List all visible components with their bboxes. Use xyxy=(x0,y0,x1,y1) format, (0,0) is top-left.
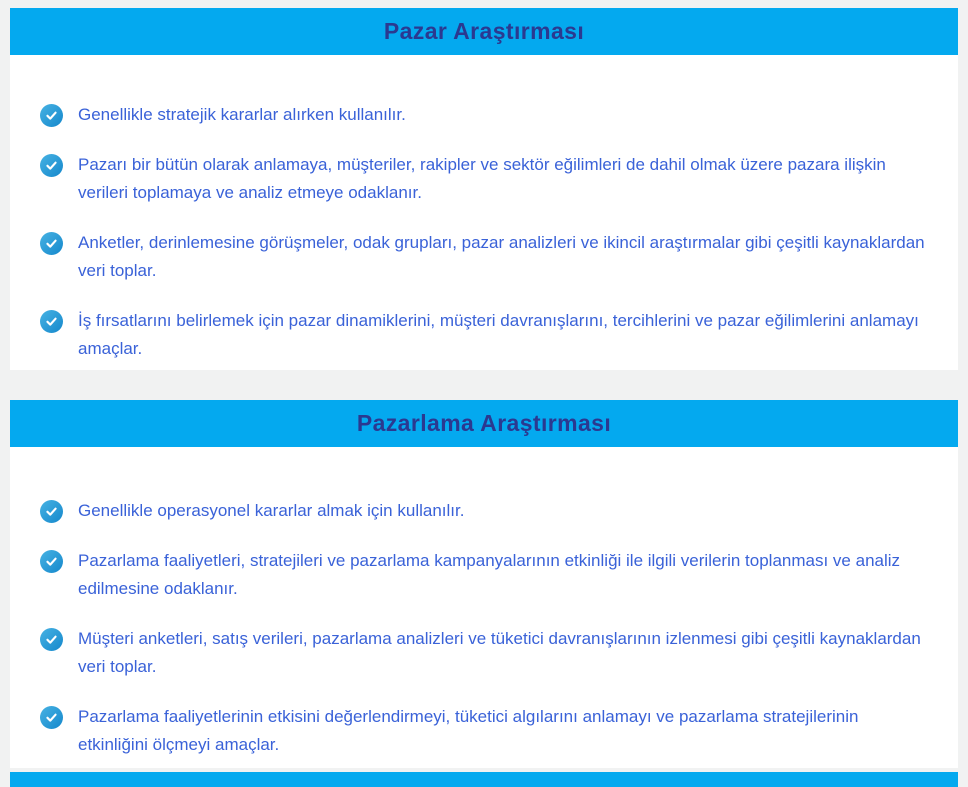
check-circle-icon xyxy=(40,104,63,127)
check-circle-icon xyxy=(40,628,63,651)
bullet-text: Pazarı bir bütün olarak anlamaya, müşteriler, rakipler ve sektör eğilimleri de dahil olmak üzere pazara ilişkin verileri toplamaya ve analiz etmeye odaklanır. xyxy=(78,155,886,202)
section-card xyxy=(10,55,958,370)
top-spacer xyxy=(0,0,968,8)
list-item xyxy=(40,101,930,129)
list-item xyxy=(40,703,930,759)
check-circle-icon xyxy=(40,310,63,333)
list-item xyxy=(40,229,930,285)
bullet-list xyxy=(40,101,930,363)
section-card xyxy=(10,447,958,768)
section-pazarlama-arastirmasi xyxy=(10,400,958,768)
bullet-text: Genellikle operasyonel kararlar almak için kullanılır. xyxy=(78,501,465,520)
bullet-text: Genellikle stratejik kararlar alırken kullanılır. xyxy=(78,105,406,124)
list-item xyxy=(40,547,930,603)
section-title: Pazarlama Araştırması xyxy=(356,410,612,436)
check-circle-icon xyxy=(40,154,63,177)
section-pazar-arastirmasi xyxy=(10,8,958,370)
list-item xyxy=(40,625,930,681)
check-circle-icon xyxy=(40,550,63,573)
bullet-text: Pazarlama faaliyetleri, stratejileri ve pazarlama kampanyalarının etkinliği ile ilgili verilerin toplanması ve analiz edilmesine odaklanır. xyxy=(78,551,901,598)
bullet-text: Anketler, derinlemesine görüşmeler, odak grupları, pazar analizleri ve ikincil araştırmalar gibi çeşitli kaynaklardan veri toplar. xyxy=(78,233,925,280)
list-item xyxy=(40,497,930,525)
check-circle-icon xyxy=(40,232,63,255)
bullet-text: İş fırsatlarını belirlemek için pazar dinamiklerini, müşteri davranışlarını, tercihlerini ve pazar eğilimlerini anlamayı amaçlar. xyxy=(78,311,919,358)
check-circle-icon xyxy=(40,706,63,729)
bullet-list xyxy=(40,497,930,759)
bullet-text: Müşteri anketleri, satış verileri, pazarlama analizleri ve tüketici davranışlarının izlenmesi gibi çeşitli kaynaklardan veri toplar. xyxy=(78,629,921,676)
next-section-header-partial xyxy=(10,772,958,787)
list-item xyxy=(40,307,930,363)
section-header xyxy=(10,8,958,55)
check-circle-icon xyxy=(40,500,63,523)
section-title: Pazar Araştırması xyxy=(383,18,585,44)
bullet-text: Pazarlama faaliyetlerinin etkisini değerlendirmeyi, tüketici algılarını anlamayı ve pazarlama stratejilerinin etkinliğini ölçmeyi amaçlar. xyxy=(78,707,859,754)
section-header xyxy=(10,400,958,447)
list-item xyxy=(40,151,930,207)
